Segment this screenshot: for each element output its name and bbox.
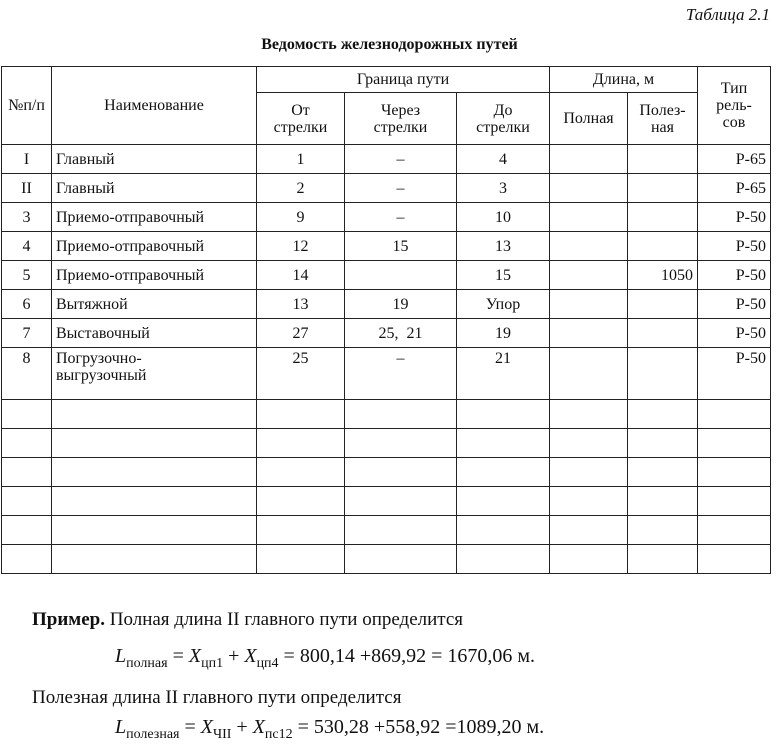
header-boundary: Граница пути	[257, 67, 550, 93]
through-line-2: стрелки	[373, 118, 428, 136]
formula-X2: X	[252, 716, 265, 738]
formula-plus: +	[231, 716, 253, 738]
cell-name: Главный	[52, 174, 257, 203]
to-line-1: До	[493, 101, 513, 119]
cell-from: 27	[257, 319, 345, 348]
useful-line-1: Полез-	[639, 101, 686, 119]
cell-full	[550, 261, 628, 290]
track-register-table	[1, 66, 771, 574]
cell-to: 10	[457, 203, 550, 232]
empty-row	[2, 516, 771, 545]
cell-through: 25, 21	[345, 319, 457, 348]
name-line-1: Погрузочно-	[56, 350, 142, 367]
cell-rail: Р-50	[698, 232, 771, 261]
table-row	[2, 203, 771, 232]
cell-full	[550, 232, 628, 261]
cell-rail: Р-50	[698, 319, 771, 348]
header-num: №п/п	[2, 67, 52, 145]
cell-useful	[628, 203, 698, 232]
header-from	[257, 93, 345, 145]
cell-from: 25	[257, 348, 345, 400]
cell-to: 19	[457, 319, 550, 348]
table-row	[2, 290, 771, 319]
cell-useful	[628, 145, 698, 174]
cell-full	[550, 203, 628, 232]
cell-full	[550, 348, 628, 400]
cell-to: 13	[457, 232, 550, 261]
empty-row	[2, 458, 771, 487]
header-length: Длина, м	[550, 67, 698, 93]
cell-full	[550, 145, 628, 174]
formula-X1: X	[200, 716, 213, 738]
table-row	[2, 232, 771, 261]
cell-name: Приемо-отправочный	[52, 203, 257, 232]
from-line-2: стрелки	[273, 118, 328, 136]
cell-num: 3	[2, 203, 52, 232]
table-row	[2, 348, 771, 400]
cell-to: 15	[457, 261, 550, 290]
formula-result: = 530,28 +558,92 =1089,20 м.	[292, 716, 545, 738]
table-row	[2, 174, 771, 203]
formula-L-sub: полная	[126, 656, 168, 671]
header-to	[457, 93, 550, 145]
formula-plus: +	[223, 645, 245, 667]
cell-through: –	[345, 174, 457, 203]
header-name: Наименование	[52, 67, 257, 145]
cell-from: 12	[257, 232, 345, 261]
formula-L-sub: полезная	[126, 727, 180, 742]
formula-X1-sub: ЧII	[212, 727, 232, 742]
cell-to: Упор	[457, 290, 550, 319]
formula-X2-sub: цп4	[256, 656, 279, 671]
cell-num: 5	[2, 261, 52, 290]
formula-eq: =	[179, 716, 201, 738]
cell-rail: Р-50	[698, 348, 771, 400]
name-line-2: выгрузочный	[56, 367, 147, 384]
table-title: Ведомость железнодорожных путей	[261, 36, 518, 53]
cell-full	[550, 174, 628, 203]
formula-L: L	[115, 645, 127, 667]
useful-line-2: ная	[650, 118, 675, 136]
cell-to: 4	[457, 145, 550, 174]
cell-from: 9	[257, 203, 345, 232]
formula-X2: X	[244, 645, 257, 667]
cell-rail: Р-50	[698, 290, 771, 319]
example-text: Полная длина II главного пути определится	[105, 609, 464, 630]
rail-type-line-1: Тип	[720, 80, 748, 97]
cell-num: I	[2, 145, 52, 174]
cell-name: Вытяжной	[52, 290, 257, 319]
cell-through: 19	[345, 290, 457, 319]
cell-rail: Р-65	[698, 174, 771, 203]
header-useful	[628, 93, 698, 145]
example-label: Пример.	[32, 609, 105, 630]
useful-length-paragraph: Полезная длина II главного пути определится	[32, 687, 402, 708]
cell-num: 6	[2, 290, 52, 319]
cell-through: 15	[345, 232, 457, 261]
cell-from: 13	[257, 290, 345, 319]
empty-row	[2, 545, 771, 574]
formula-X1: X	[188, 645, 202, 667]
table-row	[2, 145, 771, 174]
cell-full	[550, 290, 628, 319]
header-through	[345, 93, 457, 145]
formula-L: L	[115, 716, 127, 738]
through-line-1: Через	[380, 101, 421, 119]
cell-name	[52, 348, 257, 400]
cell-through	[345, 261, 457, 290]
cell-rail: Р-50	[698, 261, 771, 290]
cell-through: –	[345, 203, 457, 232]
cell-useful	[628, 232, 698, 261]
cell-num: 4	[2, 232, 52, 261]
formula-useful-length	[115, 716, 544, 743]
cell-through: –	[345, 348, 457, 400]
cell-useful	[628, 348, 698, 400]
formula-X2-sub: пс12	[264, 727, 293, 742]
cell-from: 2	[257, 174, 345, 203]
formula-result: = 800,14 +869,92 = 1670,06 м.	[278, 645, 536, 667]
cell-useful	[628, 290, 698, 319]
header-rail-type	[698, 67, 771, 145]
cell-to: 3	[457, 174, 550, 203]
empty-row	[2, 487, 771, 516]
rail-type-line-3: сов	[722, 114, 746, 131]
formula-full-length	[115, 645, 535, 672]
to-line-2: стрелки	[476, 118, 530, 136]
cell-num: 8	[2, 348, 52, 400]
cell-useful	[628, 174, 698, 203]
cell-from: 1	[257, 145, 345, 174]
cell-useful: 1050	[628, 261, 698, 290]
cell-name: Главный	[52, 145, 257, 174]
cell-useful	[628, 319, 698, 348]
example-paragraph	[32, 609, 463, 631]
cell-through: –	[345, 145, 457, 174]
table-row	[2, 319, 771, 348]
table-row	[2, 261, 771, 290]
cell-name: Выставочный	[52, 319, 257, 348]
empty-row	[2, 429, 771, 458]
cell-from: 14	[257, 261, 345, 290]
from-line-1: От	[291, 101, 310, 119]
cell-rail: Р-50	[698, 203, 771, 232]
formula-X1-sub: цп1	[201, 656, 224, 671]
cell-to: 21	[457, 348, 550, 400]
cell-num: 7	[2, 319, 52, 348]
header-row-1	[2, 67, 771, 93]
empty-row	[2, 400, 771, 429]
formula-eq: =	[167, 645, 189, 667]
cell-full	[550, 319, 628, 348]
cell-rail: Р-65	[698, 145, 771, 174]
cell-name: Приемо-отправочный	[52, 261, 257, 290]
table-number: Таблица 2.1	[685, 5, 770, 24]
cell-num: II	[2, 174, 52, 203]
header-full: Полная	[550, 93, 628, 145]
rail-type-line-2: рель-	[716, 97, 752, 114]
cell-name: Приемо-отправочный	[52, 232, 257, 261]
